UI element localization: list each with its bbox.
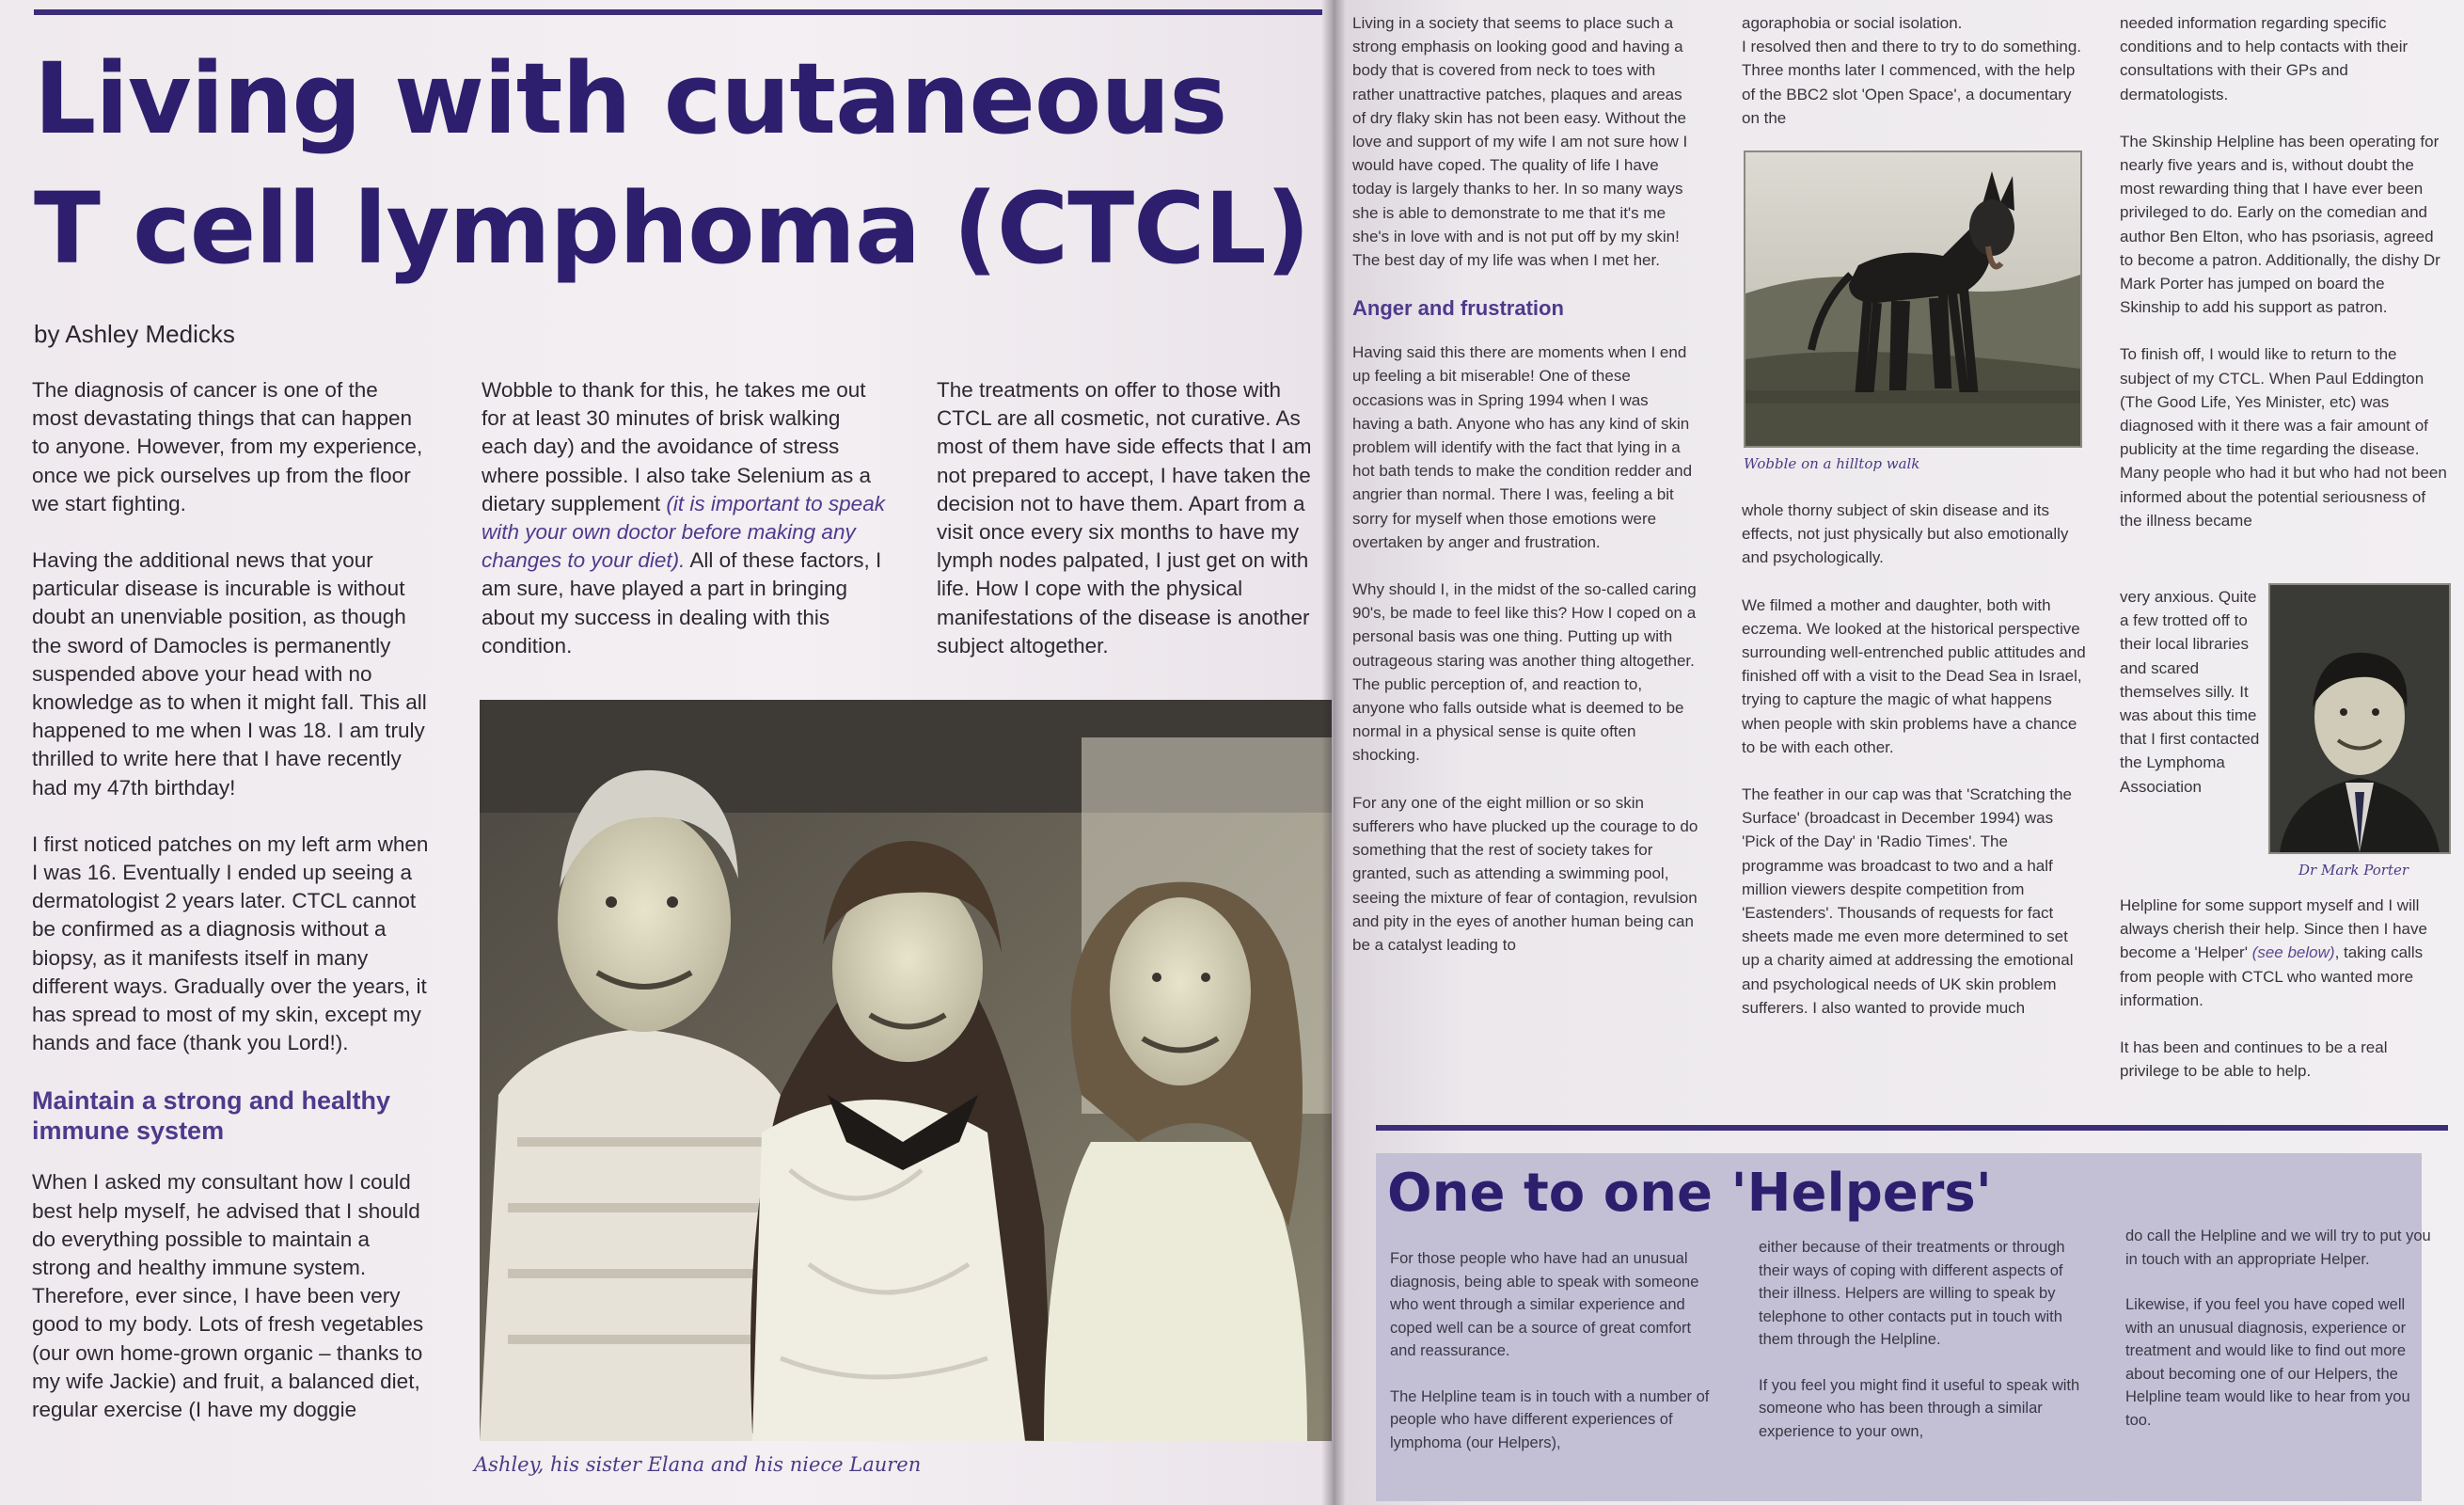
helpers-title: One to one 'Helpers' (1387, 1163, 1992, 1224)
mark-porter-photo (2268, 583, 2451, 854)
mark-porter-caption: Dr Mark Porter (2298, 862, 2409, 879)
paragraph: agoraphobia or social isolation. (1742, 14, 1963, 32)
dog-photo-caption: Wobble on a hilltop walk (1744, 455, 1920, 472)
right-column-3 (2120, 11, 2449, 532)
see-below-note: (see below) (2251, 943, 2335, 962)
right-column-2 (1742, 11, 2086, 153)
helpers-column-2 (1759, 1236, 2084, 1465)
right-column-3-end (2120, 894, 2449, 1106)
helpers-top-rule (1376, 1125, 2448, 1131)
italic-note: (it is important to speak with your own doctor before making any changes to your diet). (482, 491, 885, 573)
paragraph: Likewise, if you feel you have coped well with an unusual diagnosis, experience or treatment and would like to find out more about becoming one of our Helpers, the Helpline team would like to hear from you too. (2125, 1296, 2410, 1429)
paragraph: When I asked my consultant how I could best help myself, he advised that I should do everything possible to maintain a strong and healthy immune system. Therefore, ever since, I have been very good to my body. Lots of fresh vegetables (our own home-grown organic – thanks to my wife Jackie) and fruit, a balanced diet, regular exercise (I have my doggie (32, 1170, 424, 1422)
paragraph: The Helpline team is in touch with a number of people who have different experiences of lymphoma (our Helpers), (1390, 1387, 1710, 1451)
column-3 (937, 376, 1322, 689)
subheading-immune: Maintain a strong and healthy immune system (32, 1086, 391, 1146)
paragraph: Helpline for some support myself and I will always cherish their help. Since then I have become a 'Helper' (see below), taking calls from people with CTCL who wanted more information. (2120, 896, 2427, 1009)
paragraph: The feather in our cap was that 'Scratching the Surface' (broadcast in December 1994) was 'Pick of the Day' in 'Radio Times'. The programme was broadcast to two and a half million viewers despite competition from 'Eastenders'. Thousands of requests for fact sheets made me even more determined to set up a charity aimed at addressing the emotional and psychological needs of UK skin problem sufferers. I also wanted to provide much (1742, 785, 2074, 1017)
paragraph: The treatments on offer to those with CTCL are all cosmetic, not curative. As most of them have side effects that I am not prepared to accept, I have taken the decision not to have them. Apart from a visit once every six months to have my lymph nodes palpated, I just get on with life. How I cope with the physical manifestations of the disease is another subject altogether. (937, 378, 1312, 657)
paragraph: If you feel you might find it useful to speak with someone who has been through a similar experience to your own, (1759, 1376, 2080, 1440)
paragraph: The diagnosis of cancer is one of the most devastating things that can happen to anyone. However, from my experience, once we pick ourselves up from the floor we start fighting. (32, 378, 423, 515)
paragraph: The Skinship Helpline has been operating for nearly five years and is, without doubt the most rewarding thing that I have ever been privileged to do. Early on the comedian and author Ben Elton, who has psoriasis, agreed to become a patron. Additionally, the dishy Dr Mark Porter has jumped on board the Skinship to add his support as patron. (2120, 132, 2440, 317)
paragraph: Living in a society that seems to place such a strong emphasis on looking good and having a body that is covered from neck to toes with rather unattractive patches, plaques and areas of dry flaky skin has not been easy. Without the love and support of my wife I am not sure how I would have coped. The quality of life I have today is largely thanks to her. In so many ways she is able to demonstrate to me that it's me she's in love with and is not put off by my skin! The best day of my life was when I met her. (1352, 14, 1688, 270)
paragraph: It has been and continues to be a real privilege to be able to help. (2120, 1038, 2388, 1081)
paragraph: needed information regarding specific conditions and to help contacts with their consultations with their GPs and dermatologists. (2120, 14, 2409, 103)
paragraph: For any one of the eight million or so skin sufferers who have plucked up the courage to do something that the rest of society takes for granted, such as attending a swimming pool, seeing the mixture of fear of contagion, revulsion and pity in the eyes of another human being can be a catalyst leading to (1352, 793, 1698, 954)
paragraph: do call the Helpline and we will try to put you in touch with an appropriate Helper. (2125, 1228, 2431, 1268)
subheading-anger: Anger and frustration (1352, 296, 1564, 321)
right-column-1 (1352, 11, 1698, 980)
page-gutter (1321, 0, 1346, 1505)
paragraph: Wobble to thank for this, he takes me out for at least 30 minutes of brisk walking each day) and the avoidance of stress where possible. I also take Selenium as a dietary supplement (it is important to speak with your own doctor before making any changes to your diet). All of these factors, I am sure, have played a part in bringing about my success in dealing with this condition. (482, 378, 885, 657)
article-title: Living with cutaneous T cell lymphoma (CTCL) (34, 41, 1310, 286)
byline: by Ashley Medicks (34, 320, 235, 348)
family-photo-caption: Ashley, his sister Elana and his niece Lauren (474, 1453, 922, 1476)
paragraph: Having said this there are moments when I end up feeling a bit miserable! One of these occasions was in Spring 1994 when I was having a bath. Anyone who has any kind of skin problem will identify with the fact that lying in a hot bath tends to make the condition redder and angrier than normal. There I was, feeling a bit sorry for myself when those emotions were overtaken by anger and frustration. (1352, 343, 1693, 551)
helpers-column-1 (1390, 1247, 1715, 1477)
paragraph: whole thorny subject of skin disease and its effects, not just physically but also emotionally and psychologically. (1742, 501, 2069, 567)
column-2 (482, 376, 892, 689)
paragraph: I resolved then and there to try to do something. Three months later I commenced, with the help of the BBC2 slot 'Open Space', a documentary on the (1742, 38, 2081, 127)
paragraph: Having the additional news that your particular disease is incurable is without doubt an unenviable position, as though the sword of Damocles is permanently suspended above your head with no knowledge as to when it might fall. This all happened to me when I was 18. I am truly thrilled to write here that I have recently had my 47th birthday! (32, 548, 427, 800)
column-1 (32, 376, 429, 1452)
paragraph: Why should I, in the midst of the so-called caring 90's, be made to feel like this? How I coped on a personal basis was one thing. Putting up with outrageous staring was another thing altogether. The public perception of, and reaction to, anyone who falls outside what is deemed to be normal in a physical sense is quite often shocking. (1352, 580, 1697, 765)
paragraph: I first noticed patches on my left arm when I was 16. Eventually I ended up seeing a dermatologist 2 years later. CTCL cannot be confirmed as a diagnosis without a biopsy, as it manifests itself in many different ways. Gradually over the years, it has spread to most of my skin, except my hands and face (thank you Lord!). (32, 832, 429, 1055)
dog-photo (1744, 150, 2082, 448)
paragraph: We filmed a mother and daughter, both with eczema. We looked at the historical perspective surrounding well-entrenched public attitudes and finished off with a visit to the Dead Sea in Israel, trying to capture the magic of what happens when people with skin problems have a chance to be with each other. (1742, 595, 2086, 756)
top-rule (34, 9, 1322, 15)
paragraph: To finish off, I would like to return to the subject of my CTCL. When Paul Eddington (The Good Life, Yes Minister, etc) was diagnosed with it there was a fair amount of publicity at the time regarding the disease. Many people who had it but who had not been informed about the potential seriousness of the illness became (2120, 345, 2447, 530)
right-column-2-lower (1742, 499, 2086, 1043)
right-column-3-narrow (2120, 585, 2263, 799)
paragraph: very anxious. Quite a few trotted off to their local libraries and scared themselves silly. It was about this time that I first contacted the Lymphoma Association (2120, 588, 2260, 796)
family-photo (480, 700, 1332, 1441)
paragraph: For those people who have had an unusual diagnosis, being able to speak with someone who went through a similar experience and coped well can be a source of great comfort and reassurance. (1390, 1250, 1699, 1359)
paragraph: either because of their treatments or through their ways of coping with different aspects of their illness. Helpers are willing to speak by telephone to other contacts put in touch with them through the Helpline. (1759, 1239, 2065, 1348)
helpers-column-3 (2125, 1225, 2436, 1454)
